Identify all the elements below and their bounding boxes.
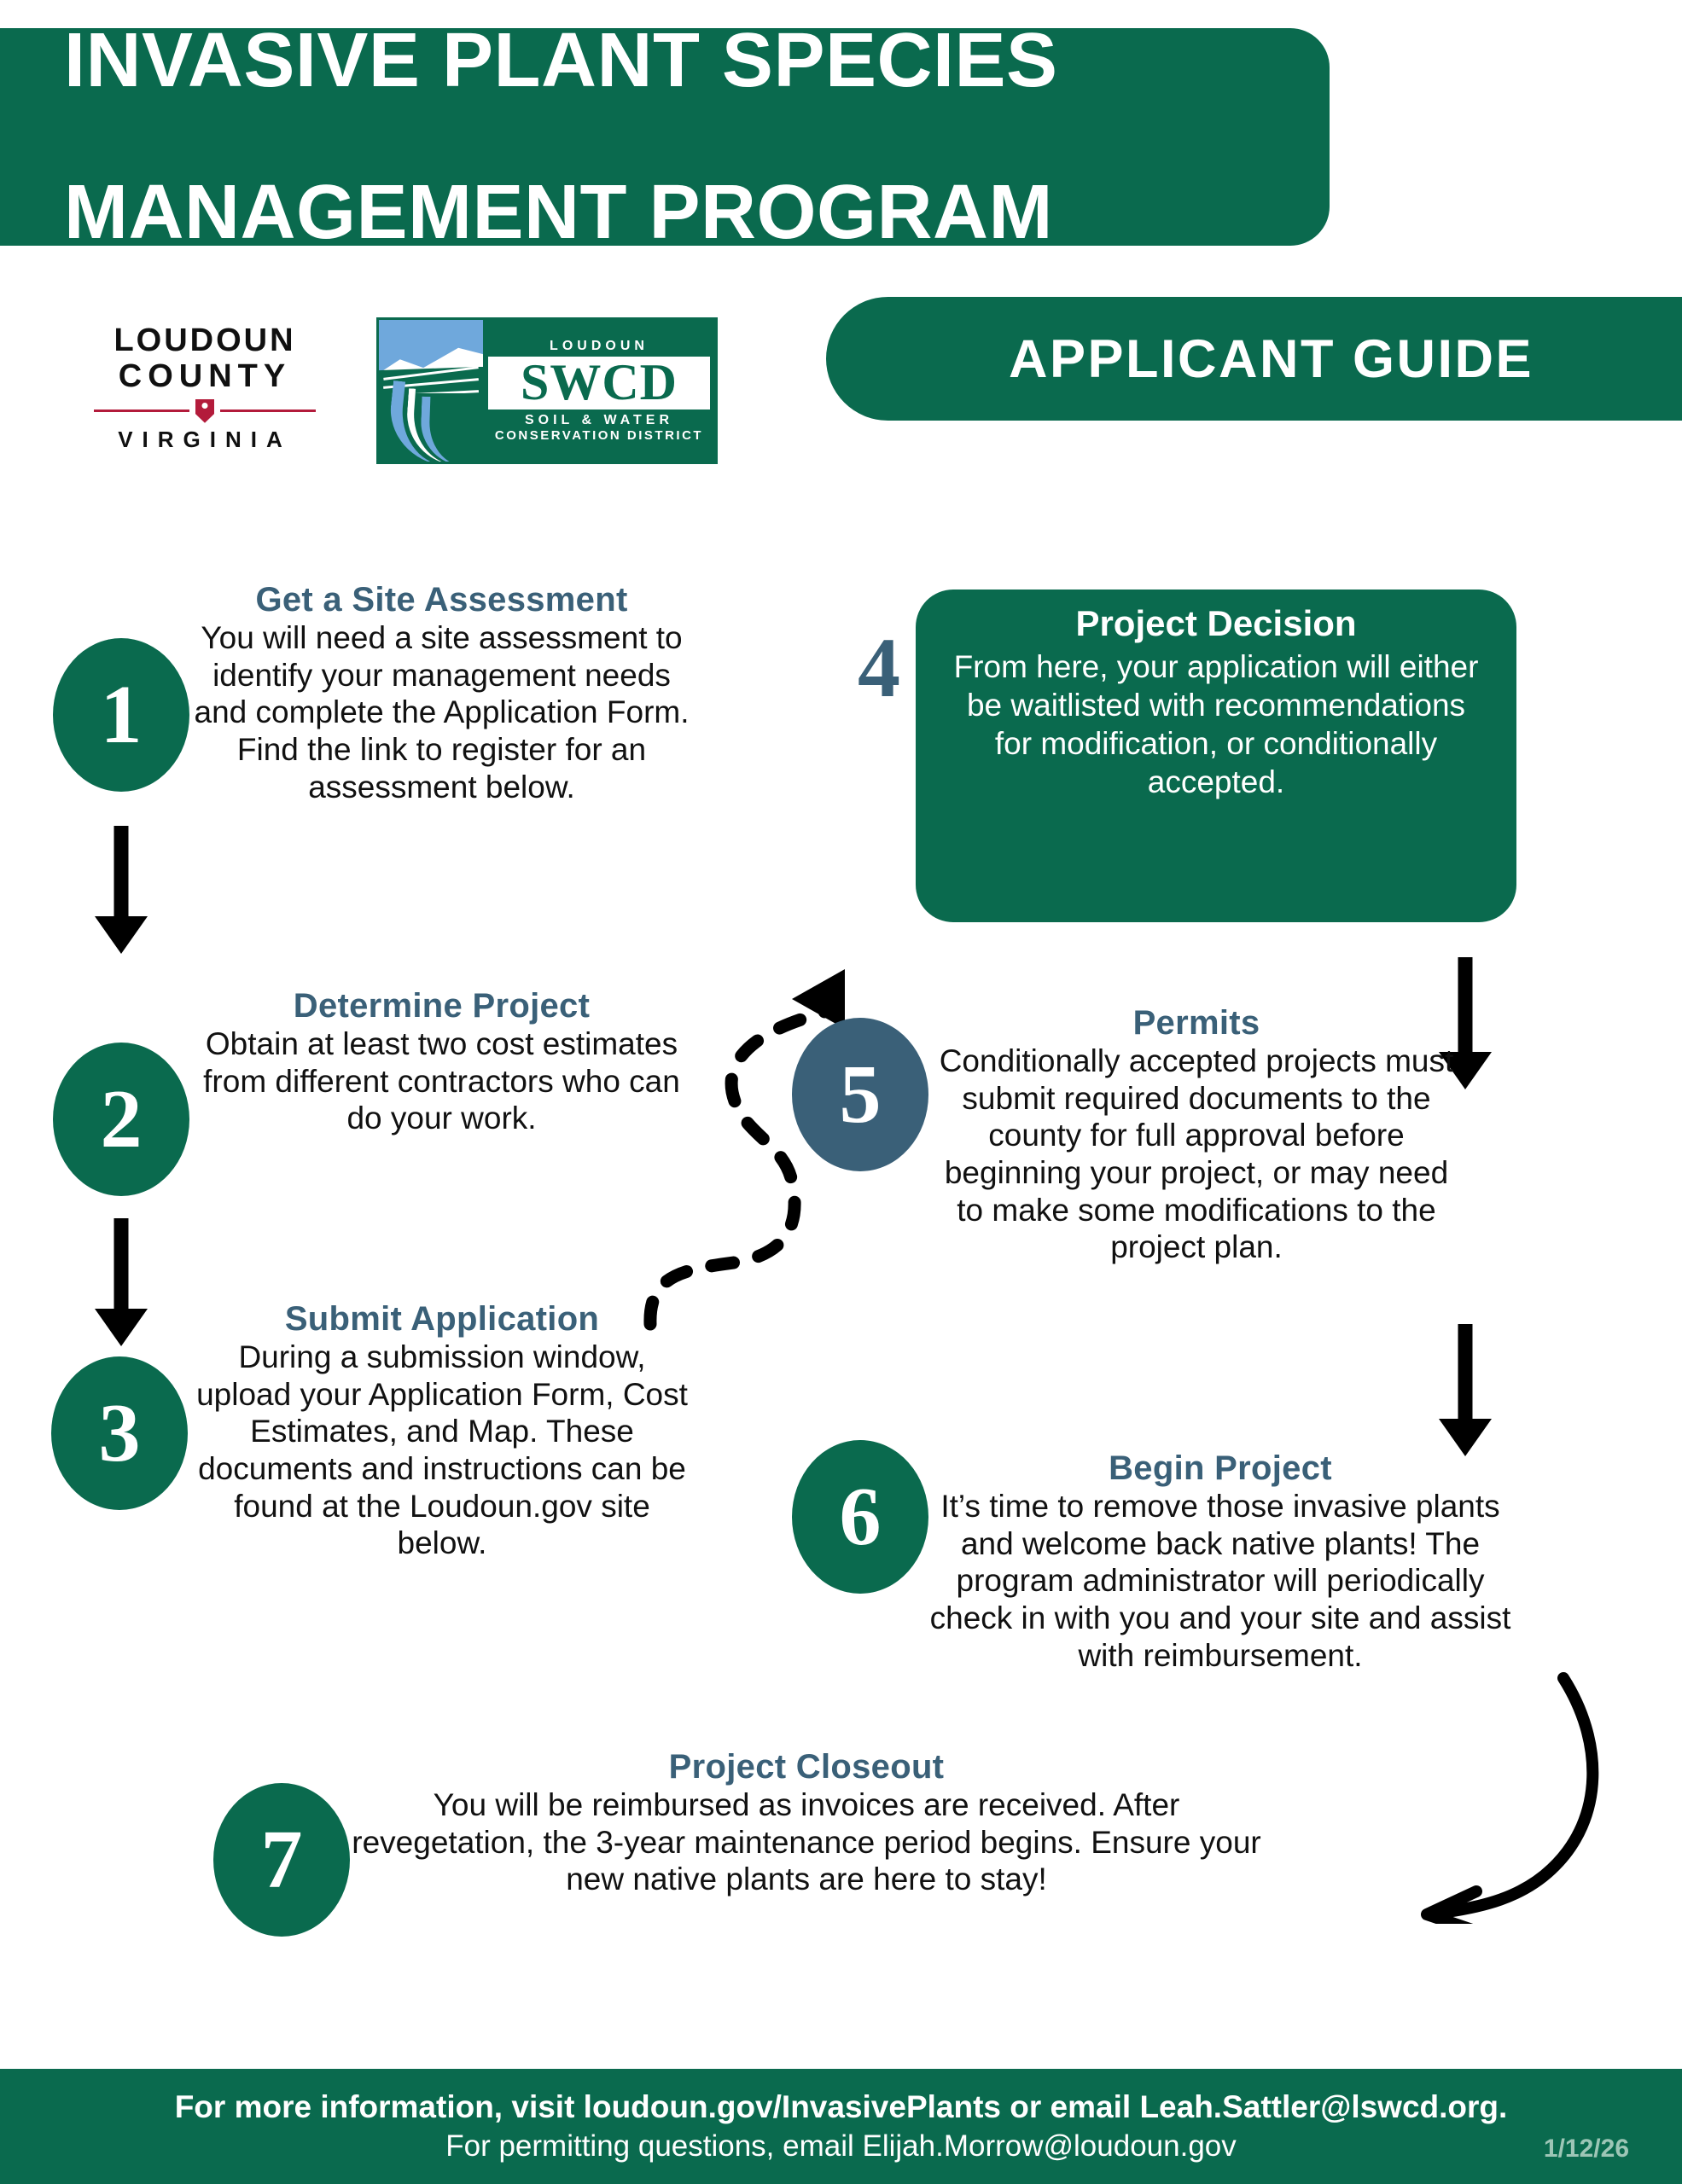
step-number-badge-3 <box>51 1356 188 1510</box>
step-block-1 <box>192 582 691 805</box>
step-number-3: 3 <box>98 1387 141 1479</box>
step-body-5: Conditionally accepted projects must submit required documents to the county for full approval before beginning your project, or may need to make some modifications to the project plan. <box>939 1043 1454 1265</box>
loudoun-logo-line-3: VIRGINIA <box>118 426 292 452</box>
applicant-guide-banner <box>826 297 1682 421</box>
step-block-7 <box>341 1749 1272 1898</box>
arrow-step5-to-step6 <box>1434 1324 1497 1456</box>
footer-bar <box>0 2069 1682 2184</box>
step-number-2: 2 <box>100 1073 143 1165</box>
curved-path <box>1447 1678 1592 1912</box>
step-number-1: 1 <box>100 669 143 761</box>
step-title-1: Get a Site Assessment <box>255 581 628 619</box>
page-title <box>0 0 1058 327</box>
step-number-badge-2 <box>53 1043 189 1196</box>
step-number-badge-5 <box>792 1018 928 1171</box>
step-number-5: 5 <box>839 1048 882 1141</box>
footer-permitting-line: For permitting questions, email Elijah.Morrow@loudoun.gov <box>445 2129 1237 2163</box>
swcd-acronym-box <box>488 354 710 410</box>
divider-bar-right <box>220 410 316 412</box>
step-block-6 <box>926 1450 1515 1674</box>
loudoun-logo-line-1: LOUDOUN <box>113 322 296 359</box>
arrow-step6-to-step7-curved <box>1374 1668 1664 1924</box>
arrow-shaft <box>114 1218 129 1314</box>
footer-revision-date: 1/12/26 <box>1543 2135 1629 2163</box>
swcd-logo <box>376 317 718 464</box>
arrow-head-icon <box>95 1309 148 1346</box>
step-body-6: It’s time to remove those invasive plants and welcome back native plants! The program administrator will periodically check in with you and your site and assist with reimbursement. <box>929 1489 1511 1673</box>
step-body-7: You will be reimbursed as invoices are received. After revegetation, the 3-year maintenance period begins. Ensure your new native plants are here to stay! <box>352 1787 1261 1897</box>
step-number-badge-6 <box>792 1440 928 1594</box>
step-number-badge-7 <box>213 1783 350 1937</box>
arrow-head-icon <box>95 916 148 954</box>
step-block-4 <box>916 590 1516 922</box>
arrow-shaft <box>114 826 129 921</box>
divider-bar-left <box>94 410 189 412</box>
swcd-acronym: SWCD <box>520 354 678 410</box>
arrow-step1-to-step2 <box>90 826 153 954</box>
step-block-3 <box>189 1301 695 1562</box>
step-title-6: Begin Project <box>1109 1449 1332 1487</box>
footer-contact-line: For more information, visit loudoun.gov/InvasivePlants or email Leah.Sattler@lswcd.org. <box>174 2088 1508 2124</box>
arrow-shaft <box>1458 1324 1473 1420</box>
arrow-step2-to-step3 <box>90 1218 153 1346</box>
swcd-bottom-label-1: SOIL & WATER <box>524 413 674 427</box>
shield-icon <box>195 399 214 423</box>
step-number-4: 4 <box>858 619 900 715</box>
step-title-4: Project Decision <box>1075 603 1357 643</box>
swcd-logo-text <box>483 320 715 462</box>
title-banner <box>0 17 1330 256</box>
step-title-2: Determine Project <box>293 987 591 1025</box>
step-body-1: You will need a site assessment to identify your management needs and complete the Application Form. Find the link to register for an assessment below. <box>194 620 690 804</box>
swcd-bottom-label-2: CONSERVATION DISTRICT <box>494 428 704 443</box>
page-title-line-1: INVASIVE PLANT SPECIES <box>64 17 1058 103</box>
loudoun-county-logo <box>85 322 324 452</box>
watershed-illustration-icon <box>379 320 483 462</box>
step-title-5: Permits <box>1132 1004 1260 1042</box>
step-body-2: Obtain at least two cost estimates from different contractors who can do your work. <box>203 1026 680 1136</box>
applicant-guide-label: APPLICANT GUIDE <box>1008 328 1534 389</box>
step-title-7: Project Closeout <box>668 1748 945 1786</box>
loudoun-logo-divider <box>94 399 316 423</box>
swcd-top-label: LOUDOUN <box>550 339 649 353</box>
step-block-5 <box>932 1005 1461 1266</box>
step-body-3: During a submission window, upload your Application Form, Cost Estimates, and Map. These documents and instructions can be found at the Loudoun.gov site below. <box>196 1339 688 1561</box>
step-number-badge-4 <box>832 616 926 718</box>
step-number-6: 6 <box>839 1471 882 1563</box>
step-number-badge-1 <box>53 638 189 792</box>
page-title-line-2: MANAGEMENT PROGRAM <box>64 170 1053 256</box>
step-number-7: 7 <box>260 1814 303 1906</box>
step-title-3: Submit Application <box>284 1300 600 1338</box>
loudoun-logo-line-2: COUNTY <box>118 358 292 395</box>
step-body-4: From here, your application will either be waitlisted with recommendations for modification, or conditionally accepted. <box>953 649 1479 800</box>
